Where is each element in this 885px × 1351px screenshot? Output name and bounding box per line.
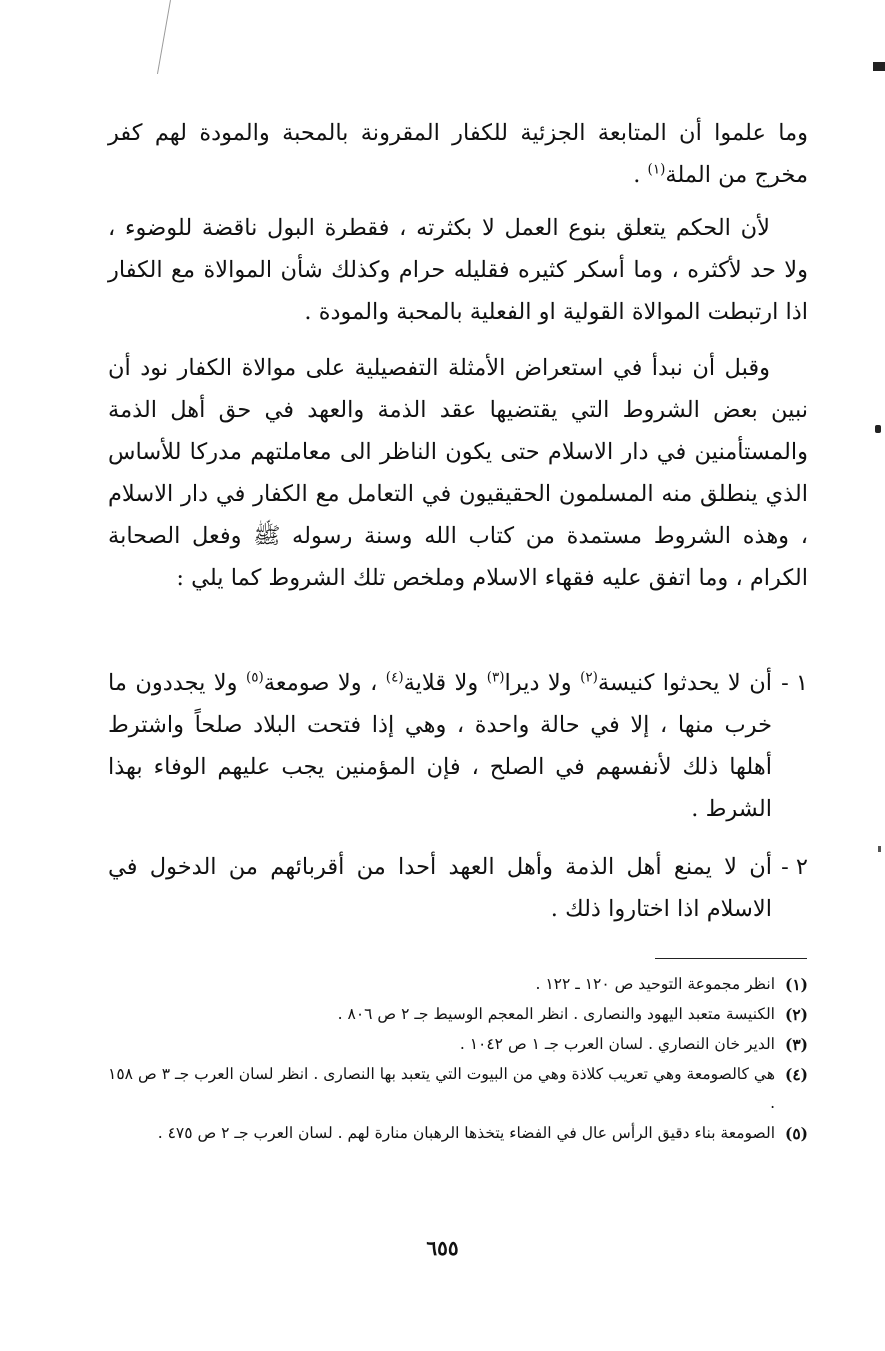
footnote-ref-2: (٢)	[580, 669, 598, 686]
paragraph-1	[108, 112, 808, 196]
paragraph-1-end: .	[633, 162, 648, 188]
footnote-divider	[655, 958, 807, 960]
scan-edge-mark	[875, 425, 881, 433]
list-item-segment: ولا يجددون ما خرب منها ، إلا في حالة واحدة ، وهي إذا فتحت البلاد صلحاً واشترط أهلها ذلك لأنفسهم في الصلح ، فإن المؤمنين يجب عليهم الوفاء بهذا الشرط .	[108, 670, 772, 822]
footnote-ref-3: (٣)	[486, 669, 505, 686]
list-item-segment: ولا قلاية	[403, 670, 487, 696]
paragraph-1-text: وما علموا أن المتابعة الجزئية للكفار المقرونة بالمحبة والمودة لهم كفر مخرج من الملة	[108, 120, 808, 188]
scan-edge-mark	[878, 846, 881, 852]
footnote-text: هي كالصومعة وهي تعريب كلاذة وهي من البيوت التي يتعبد بها النصارى . انظر لسان العرب جـ ٣ ص ١٥٨ .	[108, 1065, 775, 1112]
list-item-number: ٢ -	[781, 854, 808, 880]
footnote-5	[108, 1119, 808, 1148]
footnote-2	[108, 1000, 808, 1029]
scan-artifact-line	[157, 0, 171, 74]
footnotes-section	[108, 970, 808, 1149]
list-item-number: ١ -	[781, 670, 808, 696]
page-number: ٦٥٥	[426, 1236, 459, 1260]
footnote-number: (٢)	[784, 1005, 808, 1024]
footnote-number: (٣)	[784, 1035, 808, 1054]
footnote-text: الكنيسة متعبد اليهود والنصارى . انظر المعجم الوسيط جـ ٢ ص ٨٠٦ .	[337, 1005, 775, 1023]
condition-list-item-2	[108, 846, 808, 930]
footnote-ref-4: (٤)	[385, 669, 404, 686]
footnote-text: الدير خان النصاري . لسان العرب جـ ١ ص ١٠٤٢ .	[459, 1035, 775, 1053]
footnote-text: الصومعة بناء دقيق الرأس عال في الفضاء يتخذها الرهبان منارة لهم . لسان العرب جـ ٢ ص ٤٧٥ .	[157, 1124, 775, 1142]
footnote-number: (١)	[784, 975, 808, 994]
footnote-number: (٥)	[784, 1124, 808, 1143]
footnote-ref-5: (٥)	[245, 669, 264, 686]
list-item-text	[108, 662, 772, 830]
scan-edge-mark	[873, 62, 885, 71]
paragraph-2	[108, 207, 808, 333]
paragraph-2-text: لأن الحكم يتعلق بنوع العمل لا بكثرته ، فقطرة البول ناقضة للوضوء ، ولا حد لأكثره ، وما أسكر كثيره فقليله حرام وكذلك شأن الموالاة مع الكفار اذا ارتبطت الموالاة القولية او الفعلية بالمحبة والمودة .	[108, 215, 808, 325]
footnote-4	[108, 1060, 808, 1118]
list-item-segment: ولا ديرا	[504, 670, 581, 696]
list-item-segment: ، ولا صومعة	[263, 670, 386, 696]
paragraph-3	[108, 347, 808, 599]
condition-list-item-1	[108, 662, 808, 830]
list-item-text	[108, 846, 772, 930]
list-item-segment: أن لا يحدثوا كنيسة	[597, 670, 772, 696]
paragraph-3-text: وقبل أن نبدأ في استعراض الأمثلة التفصيلية على موالاة الكفار نود أن نبين بعض الشروط التي يقتضيها عقد الذمة والعهد في حق أهل الذمة والمستأمنين في دار الاسلام حتى يكون الناظر الى معاملتهم مدركا للأساس الذي ينطلق منه المسلمون الحقيقيون في التعامل مع الكفار في دار الاسلام ، وهذه الشروط مستمدة من كتاب الله وسنة رسوله ﷺ وفعل الصحابة الكرام ، وما اتفق عليه فقهاء الاسلام وملخص تلك الشروط كما يلي :	[108, 355, 808, 591]
footnote-number: (٤)	[784, 1065, 808, 1084]
footnote-ref-1: (١)	[647, 161, 666, 178]
footnote-1	[108, 970, 808, 999]
list-item-segment: أن لا يمنع أهل الذمة وأهل العهد أحدا من أقربائهم من الدخول في الاسلام اذا اختاروا ذلك .	[108, 854, 772, 922]
footnote-3	[108, 1030, 808, 1059]
footnote-text: انظر مجموعة التوحيد ص ١٢٠ ـ ١٢٢ .	[535, 975, 775, 993]
